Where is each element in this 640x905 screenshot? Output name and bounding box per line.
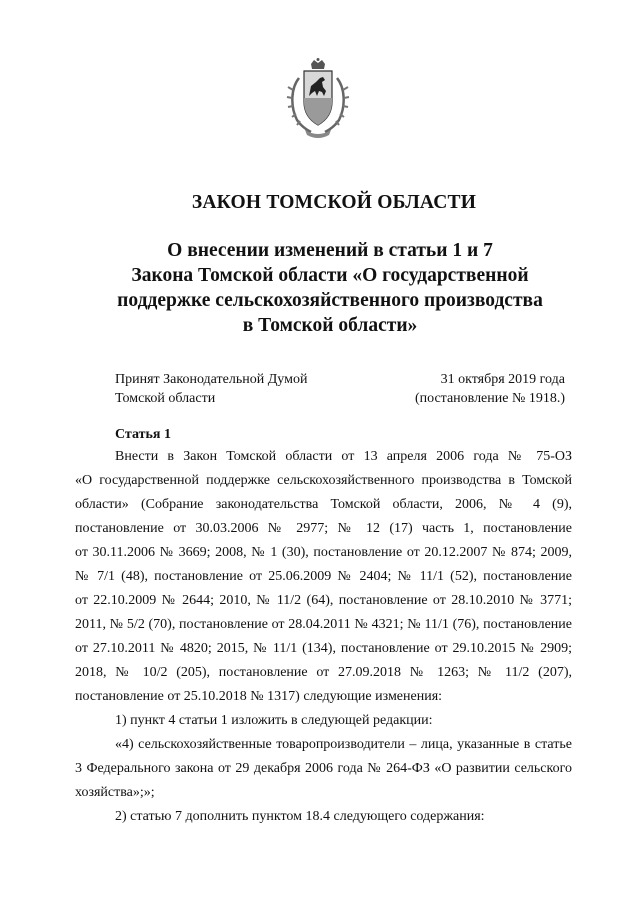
- body-line: № 7/1 (48), постановление от 25.06.2009 № 2404; № 11/1 (52), постановление: [75, 569, 572, 584]
- article-heading: Статья 1: [115, 427, 171, 442]
- body-line: от 30.11.2006 № 3669; 2008, № 1 (30), постановление от 20.12.2007 № 874; 2009,: [75, 545, 572, 560]
- subtitle-line: Закона Томской области «О государственной: [131, 265, 529, 286]
- quoted-definition: «4) сельскохозяйственные товаропроизводители – лица, указанные в статье: [115, 737, 572, 752]
- subtitle-line: поддержке сельскохозяйственного производства: [117, 290, 543, 311]
- law-title: ЗАКОН ТОМСКОЙ ОБЛАСТИ: [191, 192, 477, 213]
- body-line: хозяйства»;»;: [75, 785, 155, 800]
- body-line: 2011, № 5/2 (70), постановление от 28.04.2011 № 4321; № 11/1 (76), постановление: [75, 617, 572, 632]
- coat-of-arms-emblem: [285, 58, 351, 140]
- article-body: [75, 445, 572, 829]
- body-line: 3 Федерального закона от 29 декабря 2006 года № 264-ФЗ «О развитии сельского: [75, 761, 572, 776]
- adopted-by-line: Принят Законодательной Думой: [115, 372, 308, 387]
- adoption-date-line: 31 октября 2019 года: [440, 372, 565, 387]
- body-line: от 22.10.2009 № 2644; 2010, № 11/2 (64), постановление от 28.10.2010 № 3771;: [75, 593, 572, 608]
- resolution-number-line: (постановление № 1918.): [414, 391, 565, 406]
- body-line: Внести в Закон Томской области от 13 апреля 2006 года № 75-ОЗ: [115, 449, 572, 464]
- subtitle-line: О внесении изменений в статьи 1 и 7: [167, 240, 493, 261]
- law-subtitle: [100, 238, 560, 338]
- body-line: от 27.10.2011 № 4820; 2015, № 11/1 (134), постановление от 29.10.2015 № 2909;: [75, 641, 572, 656]
- list-item-1: 1) пункт 4 статьи 1 изложить в следующей редакции:: [115, 713, 433, 728]
- body-line: 2018, № 10/2 (205), постановление от 27.09.2018 № 1263; № 11/2 (207),: [75, 665, 572, 680]
- body-line: постановление от 30.03.2006 № 2977; № 12 (17) часть 1, постановление: [75, 521, 572, 536]
- body-line: постановление от 25.10.2018 № 1317) следующие изменения:: [75, 689, 443, 704]
- body-line: области» (Собрание законодательства Томской области, 2006, № 4 (9),: [75, 497, 572, 512]
- adopted-by: [115, 370, 307, 408]
- adopted-by-line: Томской области: [115, 391, 216, 406]
- subtitle-line: в Томской области»: [242, 315, 418, 336]
- list-item-2: 2) статью 7 дополнить пунктом 18.4 следующего содержания:: [115, 809, 485, 824]
- body-line: «О государственной поддержке сельскохозяйственного производства в Томской: [75, 473, 572, 488]
- adoption-date: [380, 370, 565, 408]
